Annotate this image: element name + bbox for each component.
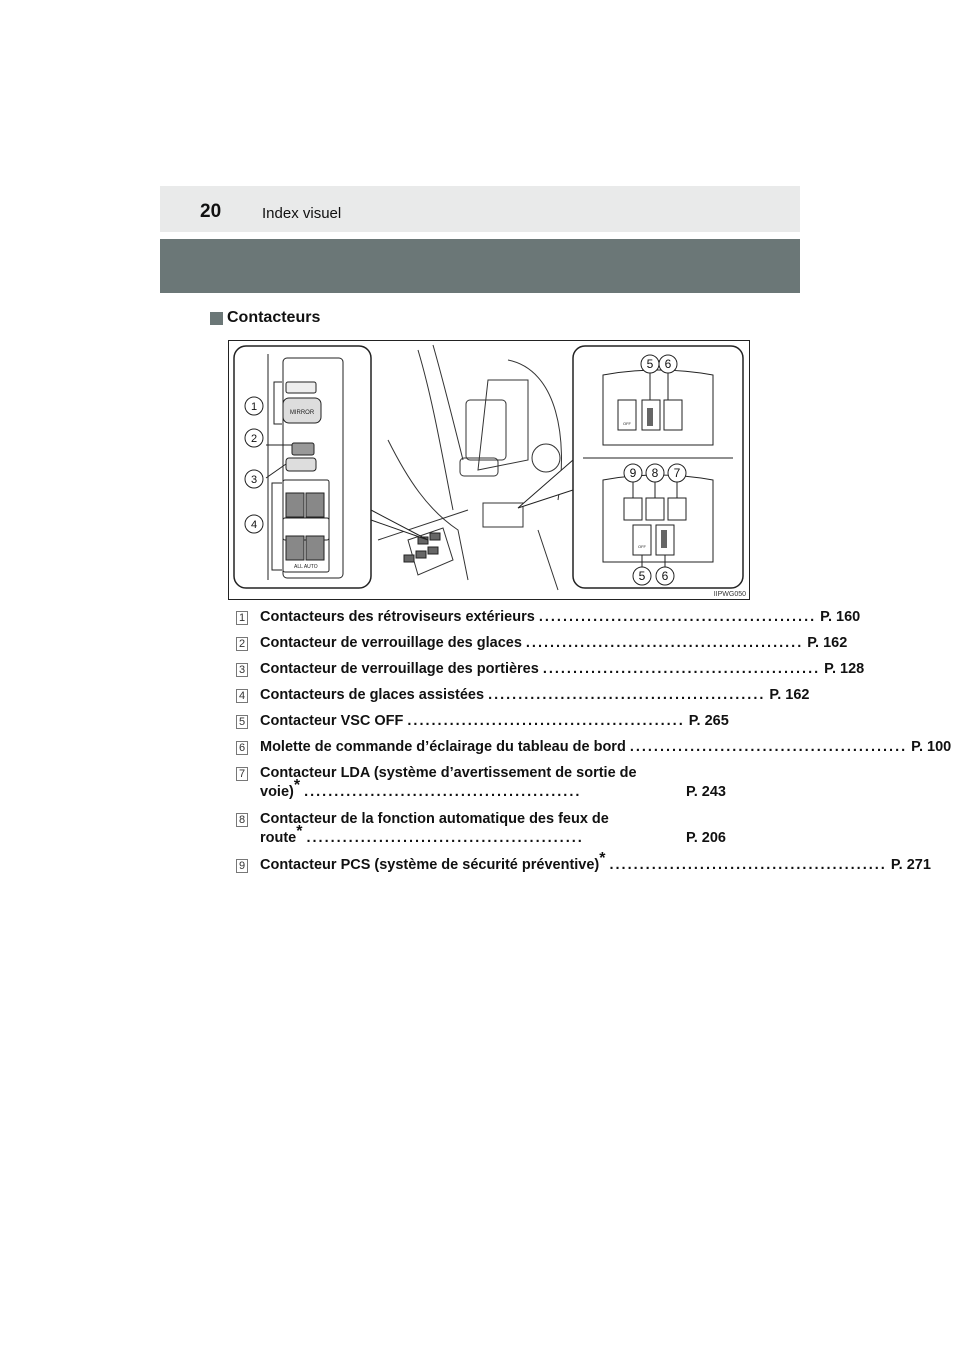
svg-text:8: 8: [651, 466, 659, 480]
svg-text:4: 4: [250, 519, 258, 531]
list-item: 3 Contacteur de verrouillage des portières .............................................. P. 128: [236, 660, 726, 686]
list-item: 7 Contacteur LDA (système d’avertissement de sortie de voie)* .............................................. P. 243: [236, 764, 726, 810]
section-title: Index visuel: [262, 205, 342, 222]
sub-heading-text: Contacteurs: [227, 309, 321, 326]
svg-text:3: 3: [250, 474, 258, 486]
svg-text:9: 9: [629, 466, 637, 480]
list-item: 1 Contacteurs des rétroviseurs extérieurs .............................................. P. 160: [236, 608, 726, 634]
page-ref-link[interactable]: P. 128: [824, 661, 865, 677]
svg-text:OFF: OFF: [623, 421, 631, 426]
svg-text:OFF: OFF: [638, 544, 646, 549]
list-item: 2 Contacteur de verrouillage des glaces .............................................. P. 162: [236, 634, 726, 660]
svg-text:7: 7: [673, 466, 681, 480]
page-ref-link[interactable]: P. 243: [685, 784, 726, 800]
svg-text:5: 5: [638, 569, 646, 583]
header-band: [160, 186, 800, 232]
svg-text:2: 2: [250, 433, 258, 445]
page-ref-link[interactable]: P. 162: [807, 635, 848, 651]
svg-text:MIRROR: MIRROR: [289, 410, 315, 416]
list-item: 4 Contacteurs de glaces assistées .............................................. P. 162: [236, 686, 726, 712]
switches-illustration: [228, 340, 750, 600]
page-ref-link[interactable]: P. 100: [911, 739, 952, 755]
svg-text:5: 5: [646, 357, 654, 371]
page-number: 20: [200, 201, 222, 222]
svg-text:ALL AUTO: ALL AUTO: [294, 564, 318, 570]
page-ref-link[interactable]: P. 160: [820, 609, 861, 625]
list-item: 8 Contacteur de la fonction automatique des feux de route* .............................................. P. 206: [236, 810, 726, 856]
page-ref-link[interactable]: P. 265: [688, 713, 729, 729]
chapter-band: [160, 239, 800, 293]
figure-code: IIPWG050: [713, 591, 746, 598]
list-item: 5 Contacteur VSC OFF .............................................. P. 265: [236, 712, 726, 738]
svg-text:6: 6: [664, 357, 672, 371]
page-ref-link[interactable]: P. 162: [769, 687, 810, 703]
svg-text:6: 6: [661, 569, 669, 583]
sub-heading: [210, 309, 320, 327]
square-bullet-icon: [210, 312, 223, 325]
list-item: 9 Contacteur PCS (système de sécurité préventive)* .............................................. P. 271: [236, 856, 726, 882]
svg-text:1: 1: [250, 401, 258, 413]
page-ref-link[interactable]: P. 206: [685, 830, 726, 846]
page-ref-link[interactable]: P. 271: [890, 857, 931, 873]
list-item: 6 Molette de commande d’éclairage du tableau de bord .............................................. P. 100: [236, 738, 726, 764]
switch-list: [236, 608, 952, 882]
